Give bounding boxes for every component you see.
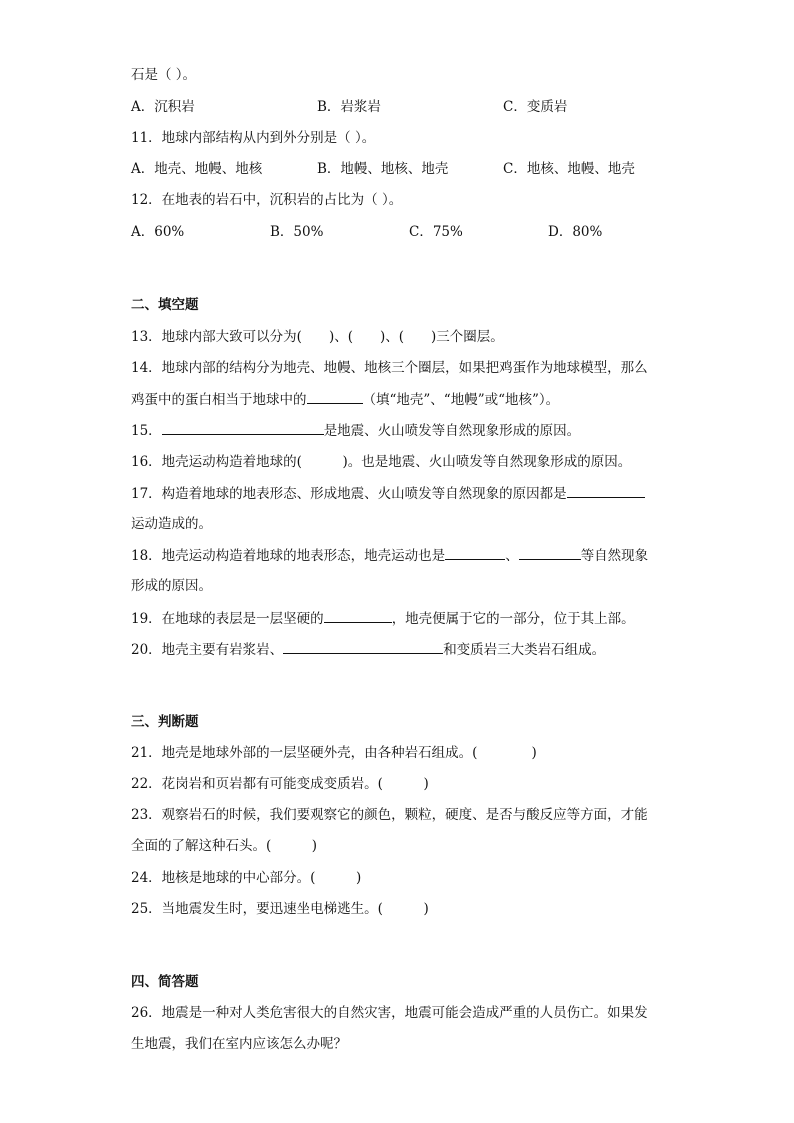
q19-text-b: ，地壳便属于它的一部分，位于其上部。 <box>391 611 635 627</box>
q18-answer-blank-2[interactable] <box>519 545 581 560</box>
q17-answer-blank[interactable] <box>567 483 645 498</box>
q14-text-b: （填“地壳”、“地幔”或“地核”）。 <box>362 392 560 408</box>
q14-answer-blank[interactable] <box>307 389 363 404</box>
q23-line1: 23．观察岩石的时候，我们要观察它的颜色，颗粒，硬度、是否与酸反应等方面，才能 <box>131 807 648 823</box>
q15-number: 15． <box>131 423 162 439</box>
q15-answer-blank[interactable] <box>162 420 324 435</box>
q20-text-b: 和变质岩三大类岩石组成。 <box>443 642 606 658</box>
q22: 22．花岗岩和页岩都有可能变成变质岩。( ) <box>131 776 429 792</box>
section-4-heading: 四、简答题 <box>131 974 199 990</box>
q12-stem: 12．在地表的岩石中，沉积岩的占比为（ ）。 <box>131 192 403 208</box>
q19 <box>131 608 635 629</box>
q14-line2 <box>131 389 559 410</box>
q17-line1 <box>131 483 645 504</box>
q10-option-c: C．变质岩 <box>503 99 568 115</box>
q10-option-b: B．岩浆岩 <box>317 99 381 115</box>
q20-text-a: 20．地壳主要有岩浆岩、 <box>131 642 284 658</box>
q12-option-c: C．75% <box>409 224 463 240</box>
q15 <box>131 420 580 441</box>
q11-option-c: C．地核、地幔、地壳 <box>503 161 635 177</box>
q14-line1: 14．地球内部的结构分为地壳、地幔、地核三个圈层，如果把鸡蛋作为地球模型，那么 <box>131 360 648 376</box>
q25: 25．当地震发生时，要迅速坐电梯逃生。( ) <box>131 901 429 917</box>
section-3-heading: 三、判断题 <box>131 714 199 730</box>
q19-text-a: 19．在地球的表层是一层坚硬的 <box>131 611 324 627</box>
q15-text: 是地震、火山喷发等自然现象形成的原因。 <box>323 423 581 439</box>
q11-option-a: A．地壳、地幔、地核 <box>131 161 263 177</box>
q20 <box>131 639 605 660</box>
q19-answer-blank[interactable] <box>324 608 392 623</box>
q17-text: 17．构造着地球的地表形态、形成地震、火山喷发等自然现象的原因都是 <box>131 486 567 502</box>
q20-answer-blank[interactable] <box>283 639 443 654</box>
q18-separator: 、 <box>505 548 519 564</box>
q11-stem: 11．地球内部结构从内到外分别是（ ）。 <box>131 130 376 146</box>
q26-line2: 生地震，我们在室内应该怎么办呢？ <box>131 1036 347 1052</box>
q26-line1: 26．地震是一种对人类危害很大的自然灾害，地震可能会造成严重的人员伤亡。如果发 <box>131 1005 648 1021</box>
q12-option-d: D．80% <box>548 224 603 240</box>
q18-answer-blank-1[interactable] <box>445 545 505 560</box>
q10-option-a: A．沉积岩 <box>131 99 195 115</box>
q18-line1 <box>131 545 648 566</box>
q11-option-b: B．地幔、地核、地壳 <box>317 161 449 177</box>
q18-line2: 形成的原因。 <box>131 578 212 594</box>
q23-line2: 全面的了解这种石头。( ) <box>131 838 318 854</box>
q18-text-b: 等自然现象 <box>580 548 649 564</box>
q16: 16．地壳运动构造着地球的( )。也是地震、火山喷发等自然现象形成的原因。 <box>131 454 632 470</box>
q14-text-a: 鸡蛋中的蛋白相当于地球中的 <box>131 392 307 408</box>
q24: 24．地核是地球的中心部分。( ) <box>131 870 362 886</box>
q13: 13．地球内部大致可以分为( )、( )、( )三个圈层。 <box>131 329 504 345</box>
q12-option-b: B．50% <box>270 224 324 240</box>
q12-option-a: A．60% <box>131 224 185 240</box>
q17-line2: 运动造成的。 <box>131 516 212 532</box>
q21: 21．地壳是地球外部的一层坚硬外壳，由各种岩石组成。( ) <box>131 745 537 761</box>
section-2-heading: 二、填空题 <box>131 297 199 313</box>
q10-stem-cont: 石是（ ）。 <box>131 67 197 83</box>
q18-text-a: 18．地壳运动构造着地球的地表形态，地壳运动也是 <box>131 548 446 564</box>
